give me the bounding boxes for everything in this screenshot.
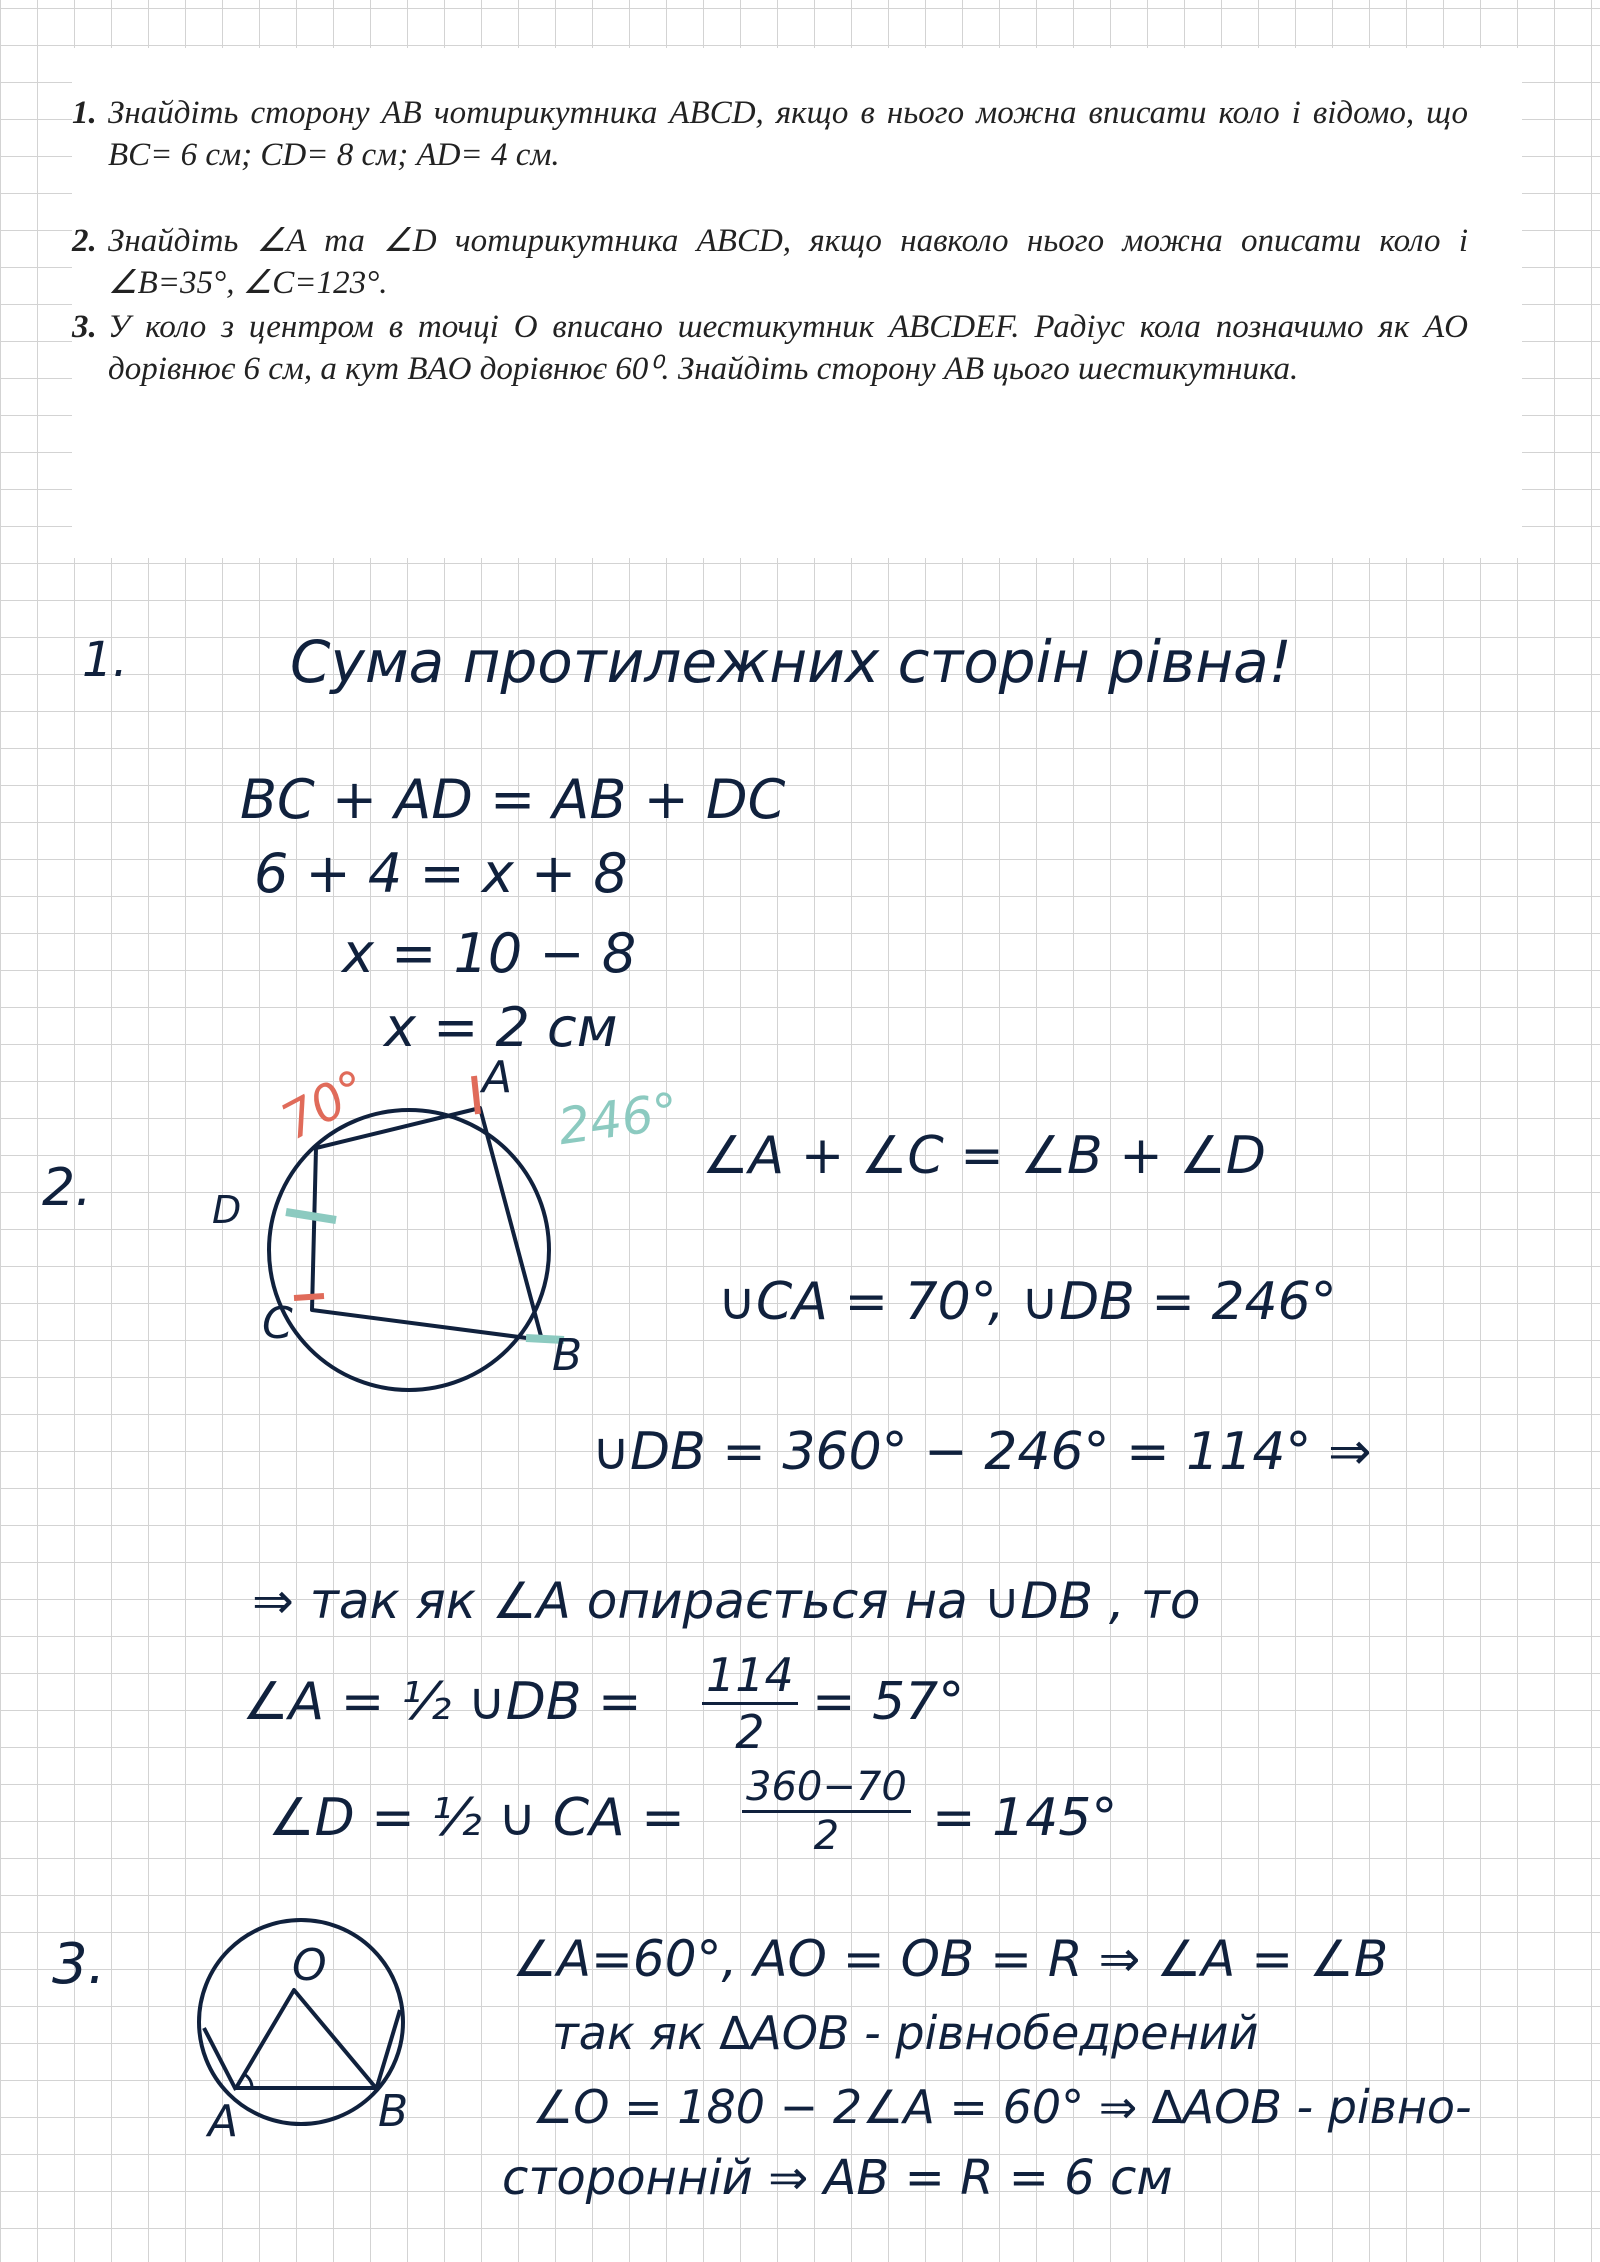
solution-1-line-2: 6 + 4 = x + 8 xyxy=(254,842,628,905)
task-text: Знайдіть ∠A та ∠D чотирикутника ABCD, якщо навколо нього можна описати коло і ∠B=35°, ∠C=123°. xyxy=(108,223,1468,301)
fraction-numerator: 360−70 xyxy=(742,1764,911,1813)
task-3 xyxy=(72,306,1468,390)
arc-mark-c xyxy=(294,1296,324,1298)
arc-mark-d xyxy=(286,1212,336,1220)
solution-2-eq-5-left: ∠A = ½ ∪DB = xyxy=(242,1672,642,1732)
task-text: У коло з центром в точці O вписано шестикутник ABCDEF. Радіус кола позначимо як AO дорівнює 6 см, а кут BAO дорівнює 60⁰. Знайдіть сторону AB цього шестикутника. xyxy=(108,309,1468,387)
point-label-a: A xyxy=(208,2096,239,2147)
arc-label-246: 246° xyxy=(554,1081,682,1157)
solution-2-eq-6-right: = 145° xyxy=(932,1788,1118,1848)
triangle-aob xyxy=(236,1990,376,2088)
solution-2-eq-2b: , ∪DB = 246° xyxy=(988,1272,1337,1332)
solution-1-line-1: BC + AD = AB + DC xyxy=(240,768,786,831)
circumscribed-circle xyxy=(269,1110,549,1390)
solution-2-eq-2a: ∪CA = 70° xyxy=(718,1272,997,1332)
solution-3-line-4: сторонній ⇒ AB = R = 6 см xyxy=(502,2150,1173,2206)
quadrilateral-sides xyxy=(312,1108,542,1340)
tasks-panel xyxy=(72,48,1522,558)
solution-1-number: 1. xyxy=(82,632,128,688)
solution-2-number: 2. xyxy=(42,1158,92,1218)
solution-2-eq-3: ∪DB = 360° − 246° = 114° ⇒ xyxy=(592,1422,1372,1482)
solution-2-eq-5-right: = 57° xyxy=(812,1672,965,1732)
solution-1-rule: Сума протилежних сторін рівна! xyxy=(290,628,1292,696)
fraction-numerator: 114 xyxy=(702,1648,798,1705)
task-number: 3. xyxy=(72,309,97,345)
arc-mark-a xyxy=(474,1076,478,1114)
solution-3-number: 3. xyxy=(52,1932,106,1997)
solution-3-line-3: ∠O = 180 − 2∠A = 60° ⇒ ∆AOB - рівно- xyxy=(532,2080,1472,2134)
fraction-denominator: 2 xyxy=(735,1705,765,1759)
solution-2-eq-1: ∠A + ∠C = ∠B + ∠D xyxy=(702,1126,1266,1186)
vertex-label-a: A xyxy=(482,1052,513,1103)
solution-2-eq-5-fraction xyxy=(702,1648,798,1759)
solution-3-line-2: так як ∆AOB - рівнобедрений xyxy=(552,2006,1259,2060)
task-2 xyxy=(72,220,1468,304)
task-text: Знайдіть сторону AB чотирикутника ABCD, якщо в нього можна вписати коло і відомо, що BC= 6 см; CD= 8 см; AD= 4 см. xyxy=(108,95,1468,173)
vertex-label-b: B xyxy=(552,1330,583,1381)
center-label-o: O xyxy=(292,1940,327,1991)
vertex-label-d: D xyxy=(212,1188,242,1232)
arc-label-70: 70° xyxy=(272,1058,378,1152)
task-number: 1. xyxy=(72,95,97,131)
solution-1-line-3: x = 10 − 8 xyxy=(342,922,637,985)
angle-a-arc xyxy=(244,2074,252,2088)
solution-3-line-1: ∠A=60°, AO = OB = R ⇒ ∠A = ∠B xyxy=(512,1930,1389,1988)
fraction-denominator: 2 xyxy=(813,1813,840,1859)
vertex-label-c: C xyxy=(262,1298,293,1349)
solution-1-line-4: x = 2 см xyxy=(384,996,618,1059)
task-1 xyxy=(72,92,1468,176)
solution-2-eq-6-left: ∠D = ½ ∪ CA = xyxy=(268,1788,685,1848)
solution-2-eq-6-fraction xyxy=(742,1764,911,1859)
solution-2-eq-4: ⇒ так як ∠A опирається на ∪DB , то xyxy=(252,1572,1201,1630)
task-number: 2. xyxy=(72,223,97,259)
point-label-b: B xyxy=(378,2086,409,2137)
